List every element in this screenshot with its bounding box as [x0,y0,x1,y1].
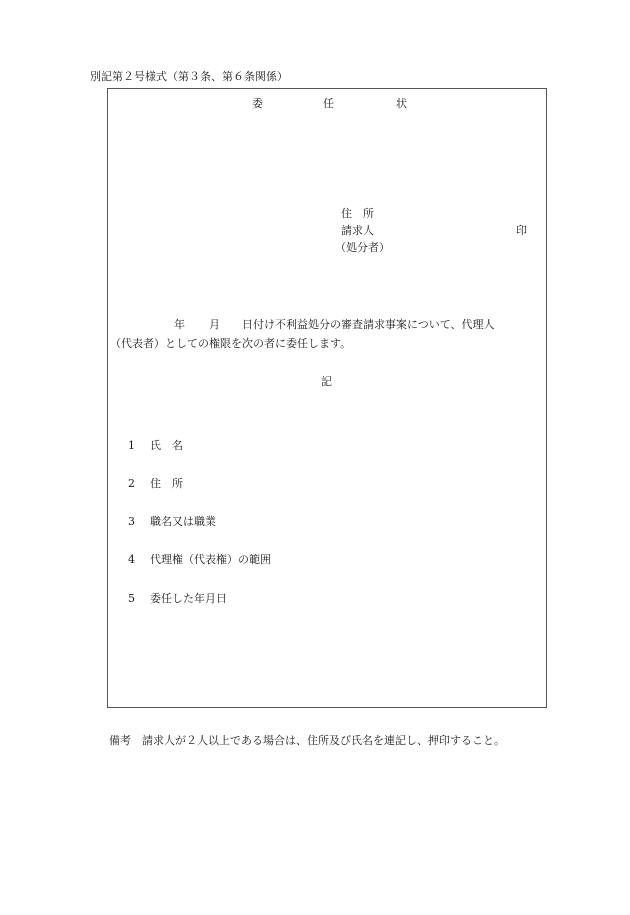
item-number: 5 [128,592,135,605]
delegation-text-line-1 [174,319,495,330]
item-number: 2 [128,477,135,490]
month-label: 月 [209,318,220,331]
list-item [128,554,271,565]
item-number: 3 [128,515,135,528]
form-number-label: 別記第２号様式（第３条、第６条関係） [90,70,288,83]
principal-claimant-label: 請求人 [341,224,374,237]
list-item [128,593,227,604]
item-label: 委任した年月日 [150,592,227,605]
item-number: 4 [128,553,135,566]
item-number: 1 [128,439,135,452]
ki-heading: 記 [321,375,332,388]
list-item [128,440,183,451]
seal-mark: 印 [516,224,527,237]
principal-disposer-label: （処分者） [335,241,390,254]
document-frame [107,88,547,708]
item-label: 代理権（代表権）の範囲 [150,553,271,566]
remarks-note: 備考 請求人が２人以上である場合は、住所及び氏名を連記し、押印すること。 [109,734,505,747]
list-item [128,516,216,527]
document-title-char-2: 任 [323,97,334,110]
document-title-char-3: 状 [396,97,407,110]
document-title-char-1: 委 [252,97,263,110]
item-label: 氏 名 [150,439,183,452]
item-label: 職名又は職業 [150,515,216,528]
delegation-text-line-2: （代表者）としての権限を次の者に委任します。 [110,337,352,350]
principal-address-label: 住 所 [341,207,374,220]
list-item [128,478,183,489]
year-label: 年 [174,318,185,331]
delegation-text-rest: 日付け不利益処分の審査請求事案について、代理人 [242,318,495,331]
item-label: 住 所 [150,477,183,490]
